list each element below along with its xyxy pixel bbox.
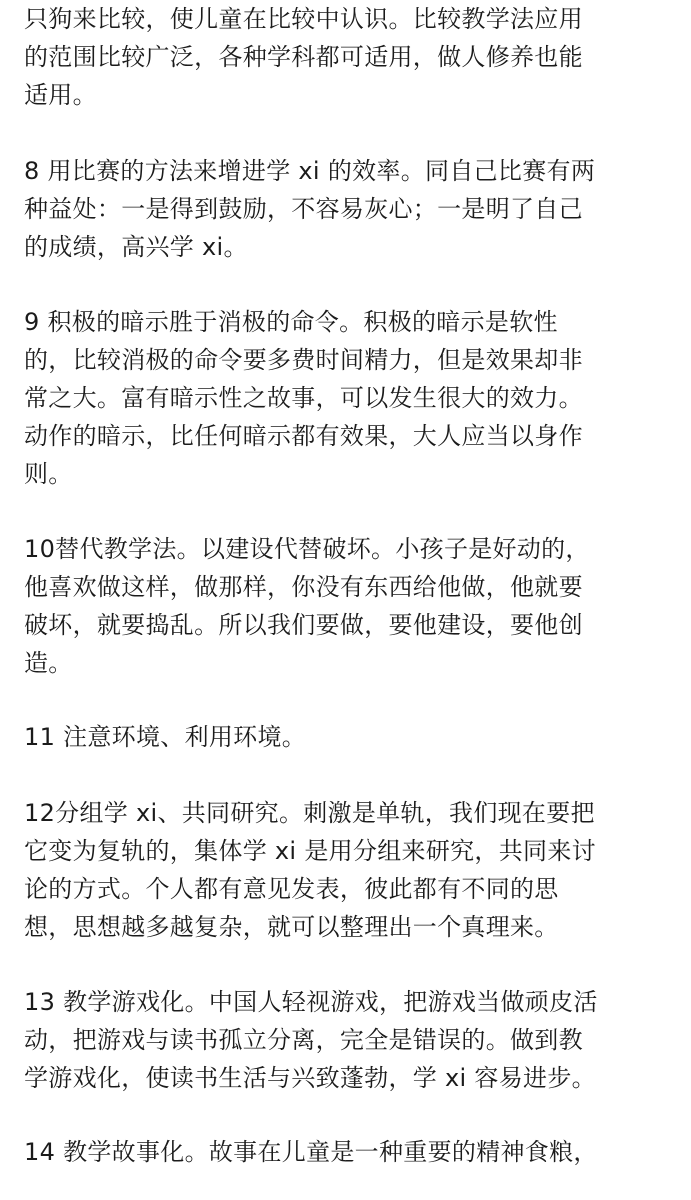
text-line: 10替代教学法。以建设代替破坏。小孩子是好动的， — [24, 535, 590, 563]
text-line: 动，把游戏与读书孤立分离，完全是错误的。做到教 — [24, 1026, 583, 1054]
text-line: 破坏，就要捣乱。所以我们要做，要他建设，要他创 — [24, 611, 583, 639]
text-line: 12分组学 xi、共同研究。刺激是单轨，我们现在要把 — [24, 799, 595, 827]
text-line: 8 用比赛的方法来增进学 xi 的效率。同自己比赛有两 — [24, 157, 596, 185]
text-line: 9 积极的暗示胜于消极的命令。积极的暗示是软性 — [24, 308, 558, 336]
text-line: 的，比较消极的命令要多费时间精力，但是效果却非 — [24, 346, 583, 374]
text-line: 11 注意环境、利用环境。 — [24, 723, 307, 751]
text-line: 它变为复轨的，集体学 xi 是用分组来研究，共同来讨 — [24, 837, 596, 865]
text-line: 常之大。富有暗示性之故事，可以发生很大的效力。 — [24, 384, 583, 412]
paragraph-item-8 — [24, 152, 684, 266]
text-line: 种益处：一是得到鼓励，不容易灰心；一是明了自己 — [24, 195, 583, 223]
text-line: 只狗来比较，使儿童在比较中认识。比较教学法应用 — [24, 5, 583, 33]
text-line: 造。 — [24, 649, 73, 677]
text-line: 想，思想越多越复杂，就可以整理出一个真理来。 — [24, 913, 559, 941]
paragraph-item-11 — [24, 718, 684, 756]
text-line: 14 教学故事化。故事在儿童是一种重要的精神食粮， — [24, 1138, 598, 1166]
paragraph-item-12 — [24, 794, 684, 946]
text-line: 适用。 — [24, 81, 97, 109]
text-line: 则。 — [24, 460, 73, 488]
text-line: 的范围比较广泛，各种学科都可适用，做人修养也能 — [24, 43, 583, 71]
text-line: 13 教学游戏化。中国人轻视游戏，把游戏当做顽皮活 — [24, 988, 598, 1016]
paragraph-item-9 — [24, 303, 684, 493]
text-line: 论的方式。个人都有意见发表，彼此都有不同的思 — [24, 875, 559, 903]
paragraph-item-13 — [24, 983, 684, 1097]
paragraph-item-14 — [24, 1133, 684, 1171]
text-line: 他喜欢做这样，做那样，你没有东西给他做，他就要 — [24, 573, 583, 601]
text-line: 学游戏化，使读书生活与兴致蓬勃，学 xi 容易进步。 — [24, 1064, 596, 1092]
paragraph-item-10 — [24, 530, 684, 682]
text-line: 动作的暗示，比任何暗示都有效果，大人应当以身作 — [24, 422, 583, 450]
text-line: 的成绩，高兴学 xi。 — [24, 233, 248, 261]
paragraph-comparison-method — [24, 0, 684, 114]
